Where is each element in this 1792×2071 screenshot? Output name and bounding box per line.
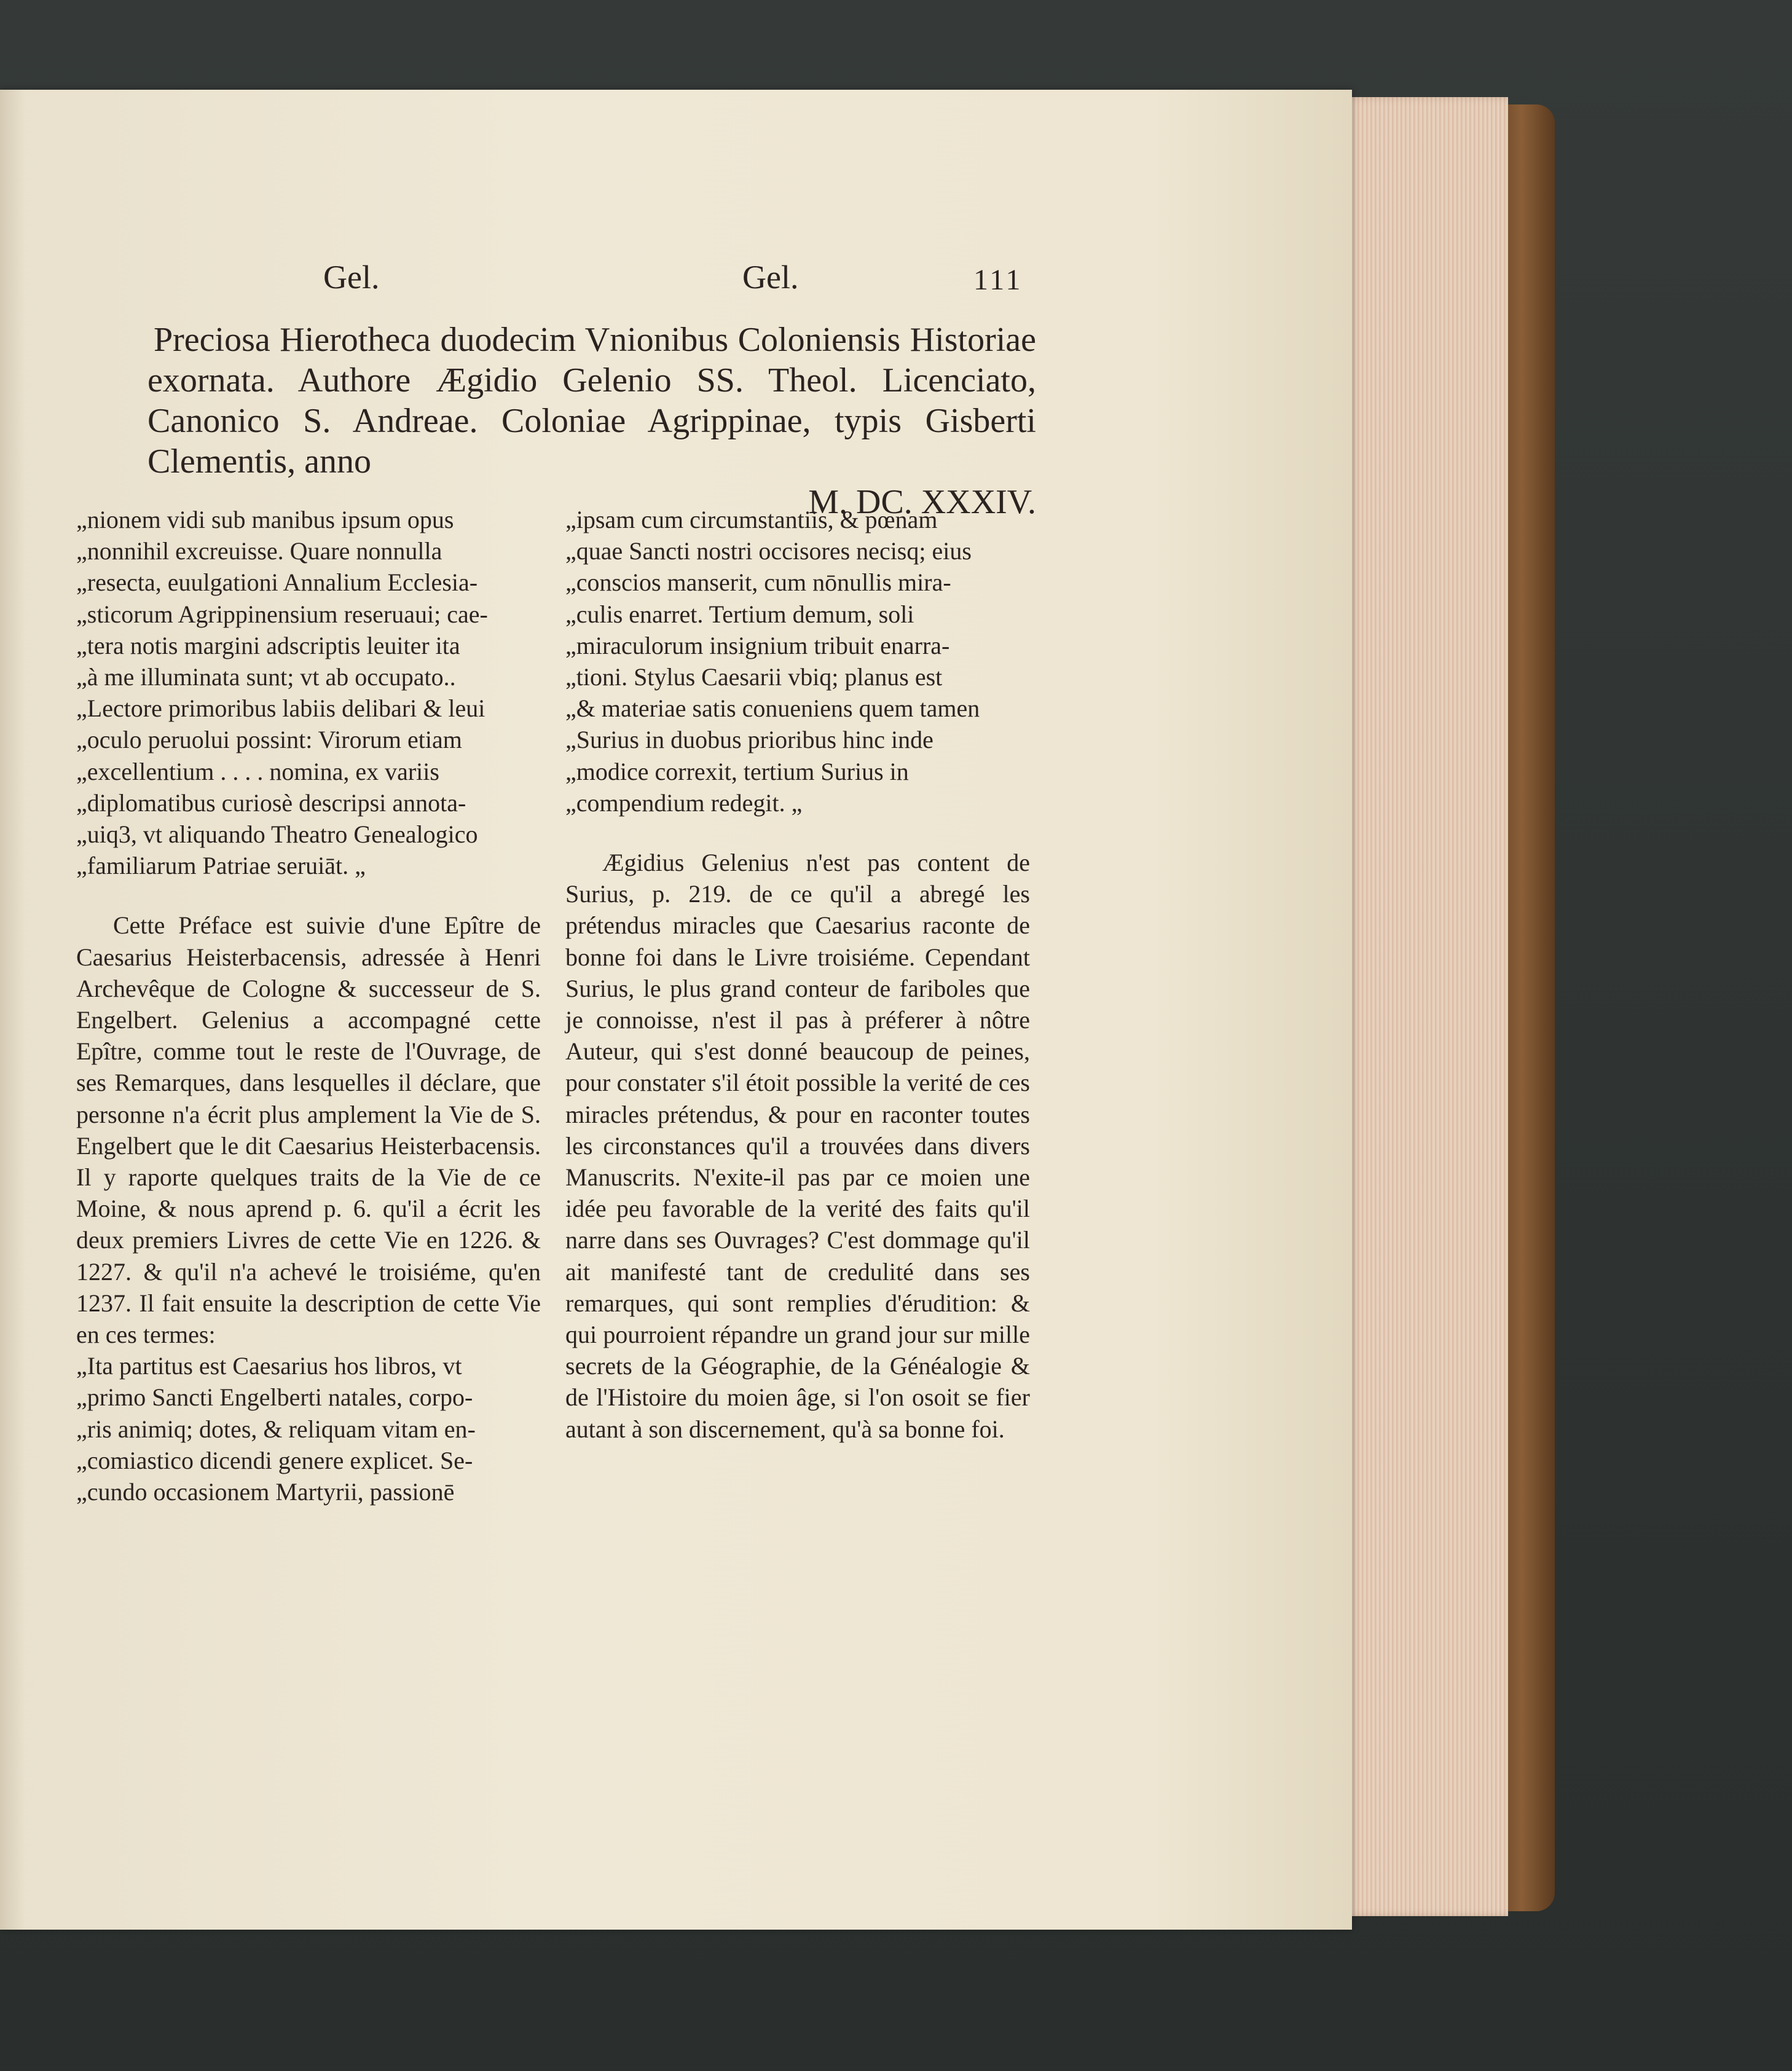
left-paragraph: Cette Préface est suivie d'une Epître de Caesarius Heisterbacensis, adressée à Henri Archevêque de Cologne & successeur de S. Engelbert. Gelenius a accompagné cette Epître, comme tout le reste de l'Ouvrage, de ses Remarques, dans lesquelles il déclare, que personne n'a écrit plus amplement la Vie de S. Engelbert que le dit Caesarius Heisterbacensis. Il y raporte quelques traits de la Vie de ce Moine, & nous aprend p. 6. qu'il a écrit les deux premiers Livres de cette Vie en 1226. & 1227. & qu'il n'a achevé le troisiéme, qu'en 1237. Il fait ensuite la description de cette Vie en ces termes: bbox=[76, 911, 541, 1349]
running-head-left: Gel. bbox=[323, 259, 380, 296]
left-column bbox=[76, 504, 541, 1507]
quote-line: „diplomatibus curiosè descripsi annota- bbox=[76, 788, 466, 817]
right-paragraph: Ægidius Gelenius n'est pas content de Surius, p. 219. de ce qu'il a abregé les prétendus miracles que Caesarius raconte de bonne foi dans le Livre troisiéme. Cependant Surius, le plus grand conteur de fariboles que je connoisse, n'est il pas à préferer à nôtre Auteur, qui s'est donné beaucoup de peines, pour constater s'il étoit possible la verité de ces miracles prétendus, & pour en raconter toutes les circonstances qu'il a trouvées dans divers Manuscrits. N'exite-il pas par ce moien une idée peu favorable de la verité des faits qu'il narre dans ses Ouvrages? C'est dommage qu'il ait manifesté tant de credulité dans ses remarques, qui sont remplies d'érudition: & qui pourroient répandre un grand jour sur mille secrets de la Géographie, de la Généalogie & de l'Histoire du moien âge, si l'on osoit se fier autant à son discernement, qu'à sa bonne foi. bbox=[565, 849, 1030, 1443]
quote-line: „tera notis margini adscriptis leuiter ita bbox=[76, 631, 460, 659]
quote-line: „oculo peruolui possint: Virorum etiam bbox=[76, 726, 462, 754]
left-quote-block bbox=[76, 504, 541, 881]
right-column bbox=[565, 504, 1030, 1445]
quote-line: „uiq3, vt aliquando Theatro Genealogico bbox=[76, 820, 478, 849]
quote-line: „modice correxit, tertium Surius in bbox=[565, 757, 909, 785]
right-quote-block bbox=[565, 504, 1030, 819]
quote-line: „quae Sancti nostri occisores necisq; eius bbox=[565, 537, 972, 565]
quote-line: „Ita partitus est Caesarius hos libros, vt bbox=[76, 1352, 462, 1380]
quote-line: „excellentium . . . . nomina, ex variis bbox=[76, 757, 439, 785]
book-title-entry bbox=[147, 320, 1036, 522]
quote-line: „à me illuminata sunt; vt ab occupato.. bbox=[76, 663, 456, 691]
quote-line: „cundo occasionem Martyrii, passionē bbox=[76, 1478, 455, 1506]
quote-line: „primo Sancti Engelberti natales, corpo- bbox=[76, 1383, 473, 1412]
quote-line: „ipsam cum circumstantiis, & pœnam bbox=[565, 506, 938, 533]
left-quote-block-2 bbox=[76, 1350, 541, 1507]
quote-line: „ris animiq; dotes, & reliquam vitam en- bbox=[76, 1415, 476, 1443]
gutter-shadow bbox=[0, 90, 25, 1930]
quote-line: „& materiae satis conueniens quem tamen bbox=[565, 694, 980, 723]
quote-line: „familiarum Patriae seruiāt. „ bbox=[76, 852, 366, 880]
quote-line: „nonnihil excreuisse. Quare nonnulla bbox=[76, 537, 442, 565]
quote-line: „tioni. Stylus Caesarii vbiq; planus est bbox=[565, 663, 943, 691]
page-edges bbox=[1342, 97, 1508, 1916]
page-number: 111 bbox=[973, 264, 1023, 296]
quote-line: „resecta, euulgationi Annalium Ecclesia- bbox=[76, 568, 478, 597]
quote-line: „miraculorum insignium tribuit enarra- bbox=[565, 631, 950, 659]
running-head-center: Gel. bbox=[742, 259, 799, 296]
quote-line: „compendium redegit. „ bbox=[565, 788, 803, 817]
quote-line: „culis enarret. Tertium demum, soli bbox=[565, 600, 914, 628]
title-main: Preciosa Hierotheca duodecim Vnionibus Coloniensis Historiae exornata. Authore Ægidio Gelenio SS. Theol. Licenciato, Canonico S. Andreae. Coloniae Agrippinae, typis Gisberti Clementis, anno bbox=[147, 321, 1036, 481]
quote-line: „Lectore primoribus labiis delibari & leui bbox=[76, 694, 485, 723]
quote-line: „sticorum Agrippinensium reseruaui; cae- bbox=[76, 600, 488, 628]
quote-line: „nionem vidi sub manibus ipsum opus bbox=[76, 506, 454, 533]
title-imprint: M. DC. XXXIV. bbox=[808, 483, 1036, 521]
quote-line: „comiastico dicendi genere explicet. Se- bbox=[76, 1446, 473, 1474]
quote-line: „conscios manserit, cum nōnullis mira- bbox=[565, 568, 951, 597]
quote-line: „Surius in duobus prioribus hinc inde bbox=[565, 726, 933, 754]
running-head bbox=[0, 258, 1352, 313]
